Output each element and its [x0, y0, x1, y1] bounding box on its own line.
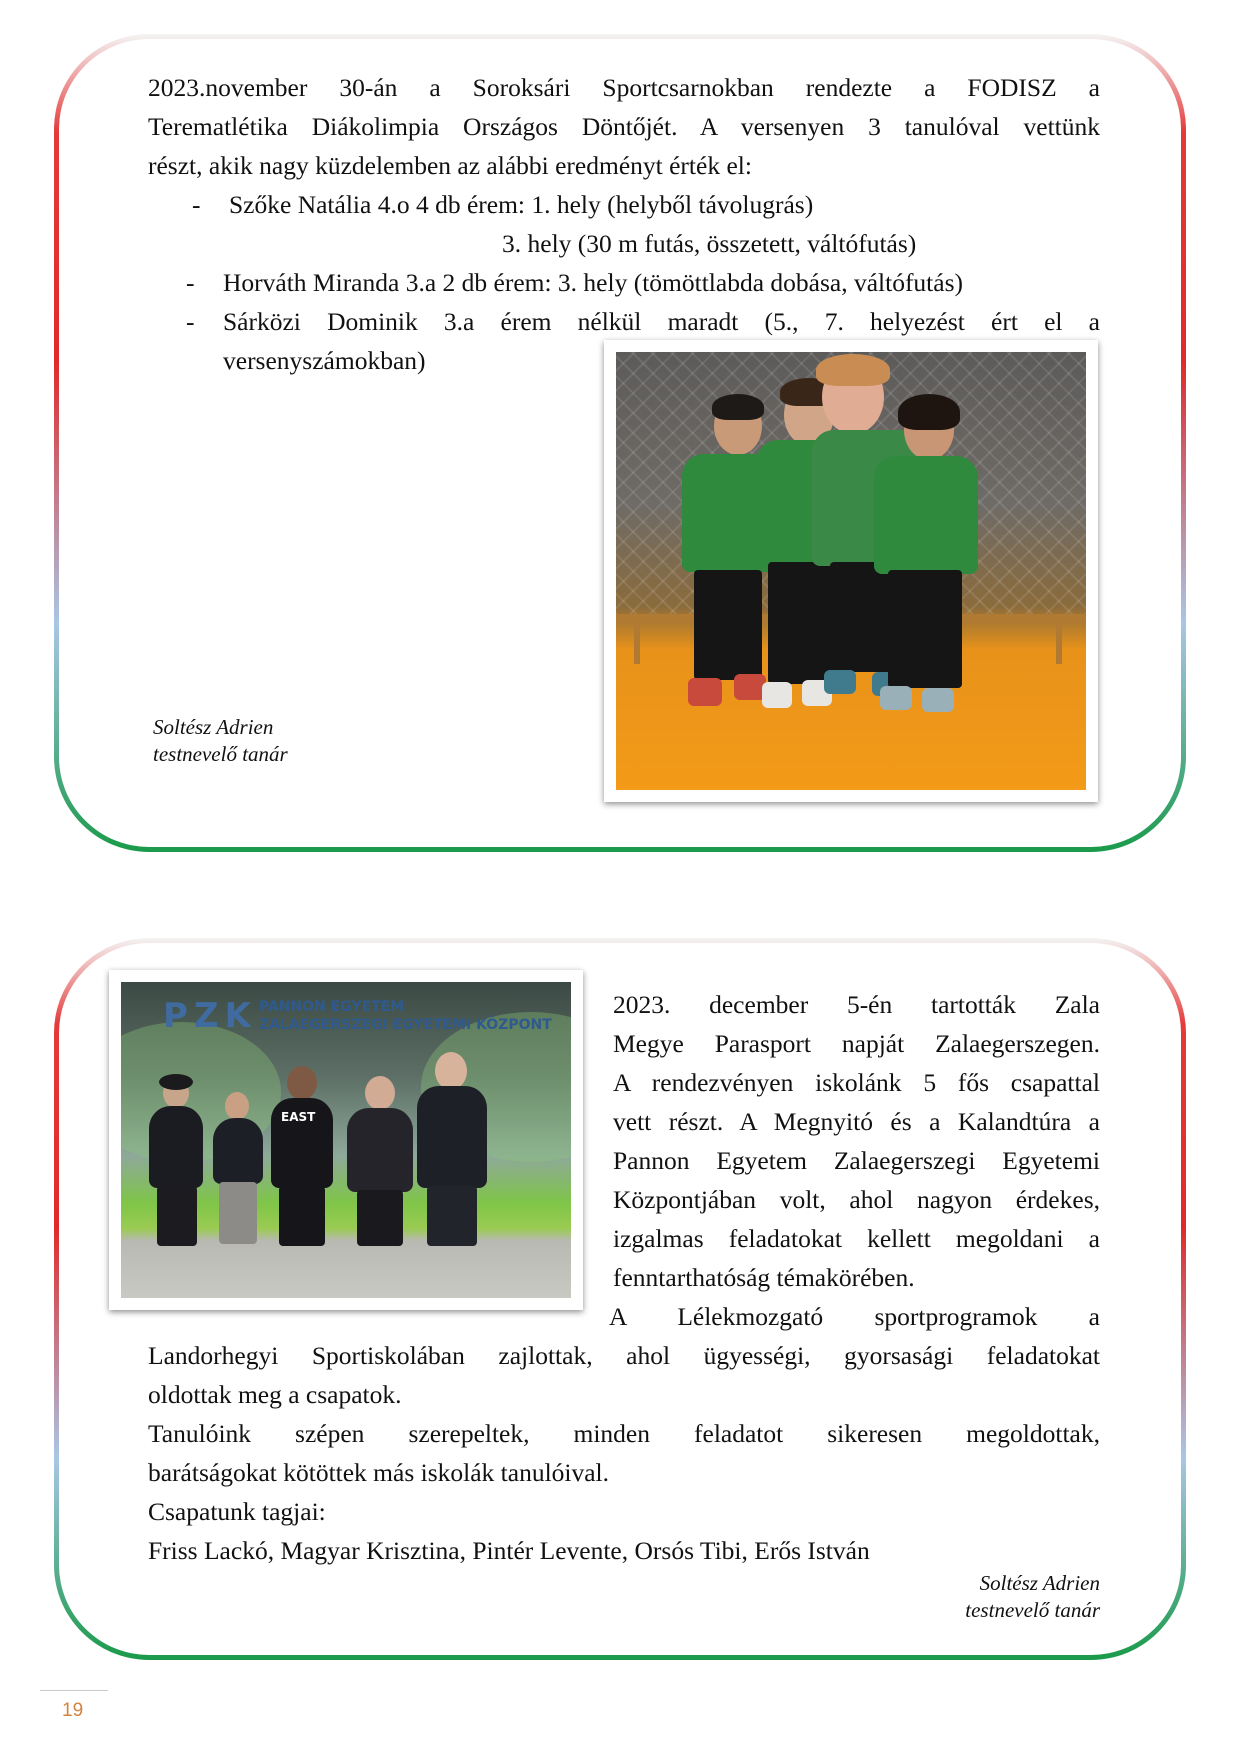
text-line: barátságokat kötöttek más iskolák tanulóival. — [148, 1458, 610, 1487]
text-line: Csapatunk tagjai: — [148, 1497, 326, 1526]
signature-2 — [900, 1570, 1100, 1624]
signature-name: Soltész Adrien — [153, 715, 274, 739]
sign-line: PANNON EGYETEM — [259, 999, 405, 1015]
list-text: Szőke Natália 4.o 4 db érem: 1. hely (helyből távolugrás) — [229, 190, 814, 219]
list-text: 3. hely (30 m futás, összetett, váltófutás) — [502, 229, 917, 258]
text-line: oldottak meg a csapatok. — [148, 1380, 402, 1409]
list-dash: - — [186, 307, 195, 336]
text-line: fenntarthatóság témakörében. — [613, 1263, 915, 1292]
text-line: Központjában volt, ahol nagyon érdekes, — [613, 1185, 1100, 1214]
list-item — [502, 224, 916, 263]
text-line: izgalmas feladatokat kellett megoldani a — [613, 1224, 1100, 1253]
text-line: A rendezvényen iskolánk 5 fős csapattal — [613, 1068, 1100, 1097]
text-line: részt, akik nagy küzdelemben az alábbi eredményt érték el: — [148, 151, 752, 180]
shirt-print: EAST — [281, 1110, 316, 1124]
list-text: Horváth Miranda 3.a 2 db érem: 3. hely (tömöttlabda dobása, váltófutás) — [223, 268, 963, 297]
text-line: 2023.november 30-án a Soroksári Sportcsarnokban rendezte a FODISZ a — [148, 73, 1100, 102]
text-line: Tanulóink szépen szerepeltek, minden feladatot sikeresen megoldottak, — [148, 1419, 1100, 1448]
text-line: vett részt. A Megnyitó és a Kalandtúra a — [613, 1107, 1100, 1136]
list-dash: - — [186, 268, 195, 297]
text-line: A Lélekmozgató sportprogramok a — [609, 1302, 1100, 1331]
signature-role: testnevelő tanár — [153, 742, 288, 766]
parasport-team-photo — [109, 970, 583, 1310]
list-item — [223, 341, 426, 380]
list-dash: - — [192, 190, 201, 219]
text-line: Landorhegyi Sportiskolában zajlottak, ahol ügyességi, gyorsasági feladatokat — [148, 1341, 1100, 1370]
page-number: 19 — [62, 1700, 84, 1721]
text-line: 2023. december 5-én tartották Zala — [613, 990, 1100, 1019]
signature-name: Soltész Adrien — [979, 1571, 1100, 1595]
signature-1 — [153, 714, 288, 768]
text-line: Megye Parasport napját Zalaegerszegen. — [613, 1029, 1100, 1058]
list-text: Sárközi Dominik 3.a érem nélkül maradt (5., 7. helyezést ért el a — [223, 307, 1100, 336]
text-line: Terematlétika Diákolimpia Országos Döntőjét. A versenyen 3 tanulóval vettünk — [148, 112, 1100, 141]
university-sign — [259, 998, 552, 1034]
list-text: versenyszámokban) — [223, 346, 426, 375]
article-2-body — [148, 1336, 1100, 1570]
signature-role: testnevelő tanár — [965, 1598, 1100, 1622]
text-line: Pannon Egyetem Zalaegerszegi Egyetemi — [613, 1146, 1100, 1175]
article-2-intro — [613, 985, 1100, 1297]
article-2-continued-first — [609, 1297, 1100, 1336]
article-1-intro — [148, 68, 1100, 185]
pzk-logo: PZK — [163, 996, 257, 1036]
team-members: Friss Lackó, Magyar Krisztina, Pintér Levente, Orsós Tibi, Erős István — [148, 1536, 870, 1565]
sign-line: ZALAEGERSZEGI EGYETEMI KÖZPONT — [259, 1017, 552, 1033]
athletics-team-photo — [604, 340, 1098, 802]
footer-divider — [40, 1690, 108, 1691]
